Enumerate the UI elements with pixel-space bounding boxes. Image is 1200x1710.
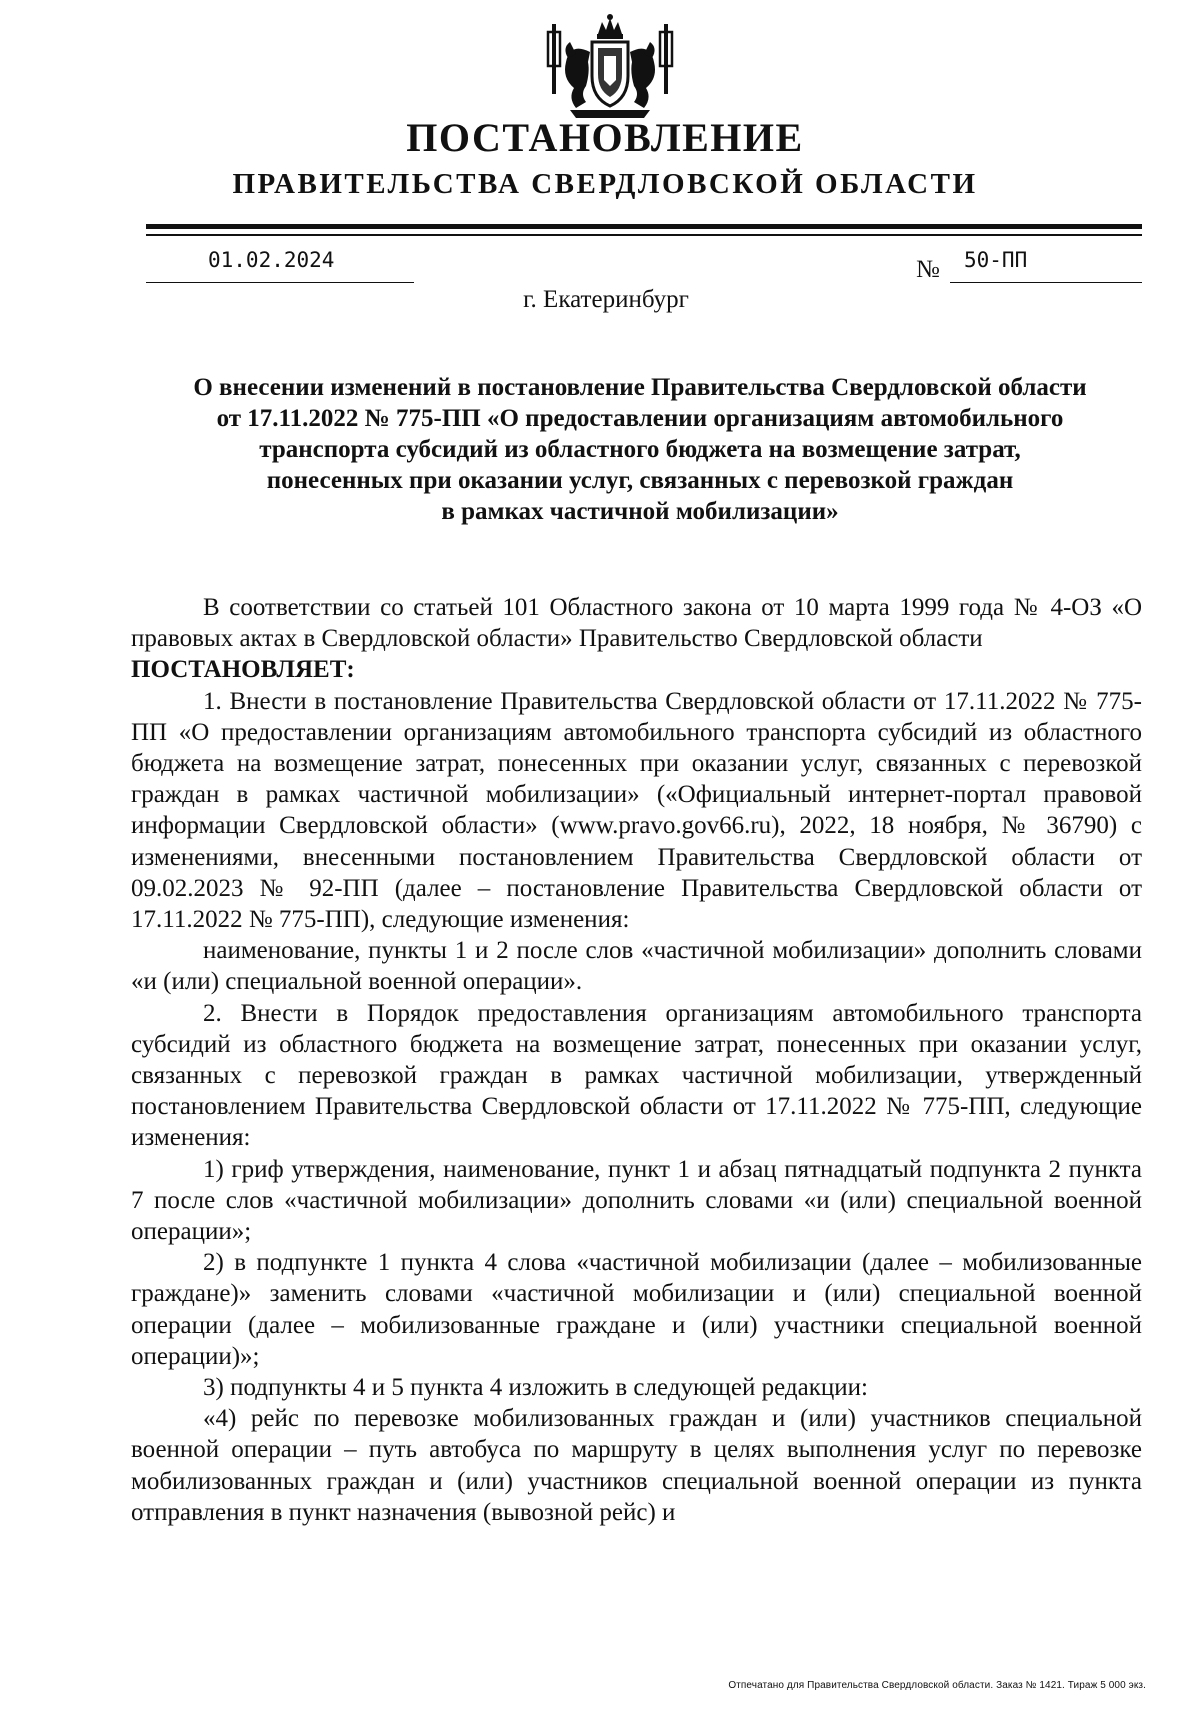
heading-line: от 17.11.2022 № 775-ПП «О предоставлении организациям автомобильного bbox=[216, 405, 1064, 432]
number-field bbox=[950, 244, 1142, 283]
coat-of-arms-icon bbox=[540, 12, 680, 122]
body-paragraph: 1. Внести в постановление Правительства Свердловской области от 17.11.2022 № 775-ПП «О предоставлении организациям автомобильного транспорта субсидий из областного бюджета на возмещение затрат, понесенных при оказании услуг, связанных с перевозкой граждан в рамках частичной мобилизации» («Официальный интернет-портал правовой информации Свердловской области» (www.pravo.gov66.ru), 2022, 18 ноября, № 36790) с изменениями, внесенными постановлением Правительства Свердловской области от 09.02.2023 № 92-ПП (далее – постановление Правительства Свердловской области от 17.11.2022 № 775-ПП), следующие изменения: bbox=[131, 687, 1142, 934]
decree-word: ПОСТАНОВЛЯЕТ: bbox=[131, 656, 355, 684]
heading-line: транспорта субсидий из областного бюджета на возмещение затрат, bbox=[259, 436, 1021, 463]
body-paragraph: 3) подпункты 4 и 5 пункта 4 изложить в следующей редакции: bbox=[203, 1374, 868, 1402]
header-divider-thin bbox=[146, 234, 1142, 236]
intro-paragraph: В соответствии со статьей 101 Областного закона от 10 марта 1999 года № 4-ОЗ «О правовых актах в Свердловской области» Правительство Свердловской области bbox=[131, 594, 1142, 653]
number-sign: № bbox=[916, 256, 940, 283]
document-heading bbox=[140, 372, 1140, 527]
body-paragraph: 2) в подпункте 1 пункта 4 слова «частичной мобилизации (далее – мобилизованные граждане)» заменить словами «частичной мобилизации и (или) специальной военной операции (далее – мобилизованные граждане и (или) участники специальной военной операции)»; bbox=[131, 1249, 1142, 1370]
print-note: Отпечатано для Правительства Свердловской области. Заказ № 1421. Тираж 5 000 экз. bbox=[728, 1680, 1146, 1691]
heading-line: в рамках частичной мобилизации» bbox=[441, 498, 839, 525]
heading-line: понесенных при оказании услуг, связанных с перевозкой граждан bbox=[266, 467, 1014, 494]
body-paragraph: «4) рейс по перевозке мобилизованных граждан и (или) участников специальной военной операции – путь автобуса по маршруту в целях выполнения услуг по перевозке мобилизованных граждан и (или) участников специальной военной операции из пункта отправления в пункт назначения (вывозной рейс) и bbox=[131, 1405, 1142, 1526]
document-city: г. Екатеринбург bbox=[523, 286, 689, 313]
heading-line: О внесении изменений в постановление Правительства Свердловской области bbox=[193, 374, 1087, 401]
decree-paragraph bbox=[131, 654, 1142, 685]
body-paragraph: наименование, пункты 1 и 2 после слов «частичной мобилизации» дополнить словами «и (или) специальной военной операции». bbox=[131, 937, 1142, 996]
body-paragraph: 1) гриф утверждения, наименование, пункт 1 и абзац пятнадцатый подпункта 2 пункта 7 после слов «частичной мобилизации» дополнить словами «и (или) специальной военной операции»; bbox=[131, 1155, 1142, 1246]
header-divider-thick bbox=[146, 224, 1142, 229]
document-body bbox=[131, 592, 1142, 1528]
document-subtitle: ПРАВИТЕЛЬСТВА СВЕРДЛОВСКОЙ ОБЛАСТИ bbox=[232, 168, 978, 200]
body-paragraph: 2. Внести в Порядок предоставления организациям автомобильного транспорта субсидий из областного бюджета на возмещение затрат, понесенных при оказании услуг, связанных с перевозкой граждан в рамках частичной мобилизации, утвержденный постановлением Правительства Свердловской области от 17.11.2022 № 775-ПП, следующие изменения: bbox=[131, 999, 1142, 1152]
date-field bbox=[146, 244, 414, 283]
document-title: ПОСТАНОВЛЕНИЕ bbox=[406, 115, 804, 160]
document-date: 01.02.2024 bbox=[208, 248, 335, 272]
document-number: 50-ПП bbox=[964, 248, 1028, 272]
